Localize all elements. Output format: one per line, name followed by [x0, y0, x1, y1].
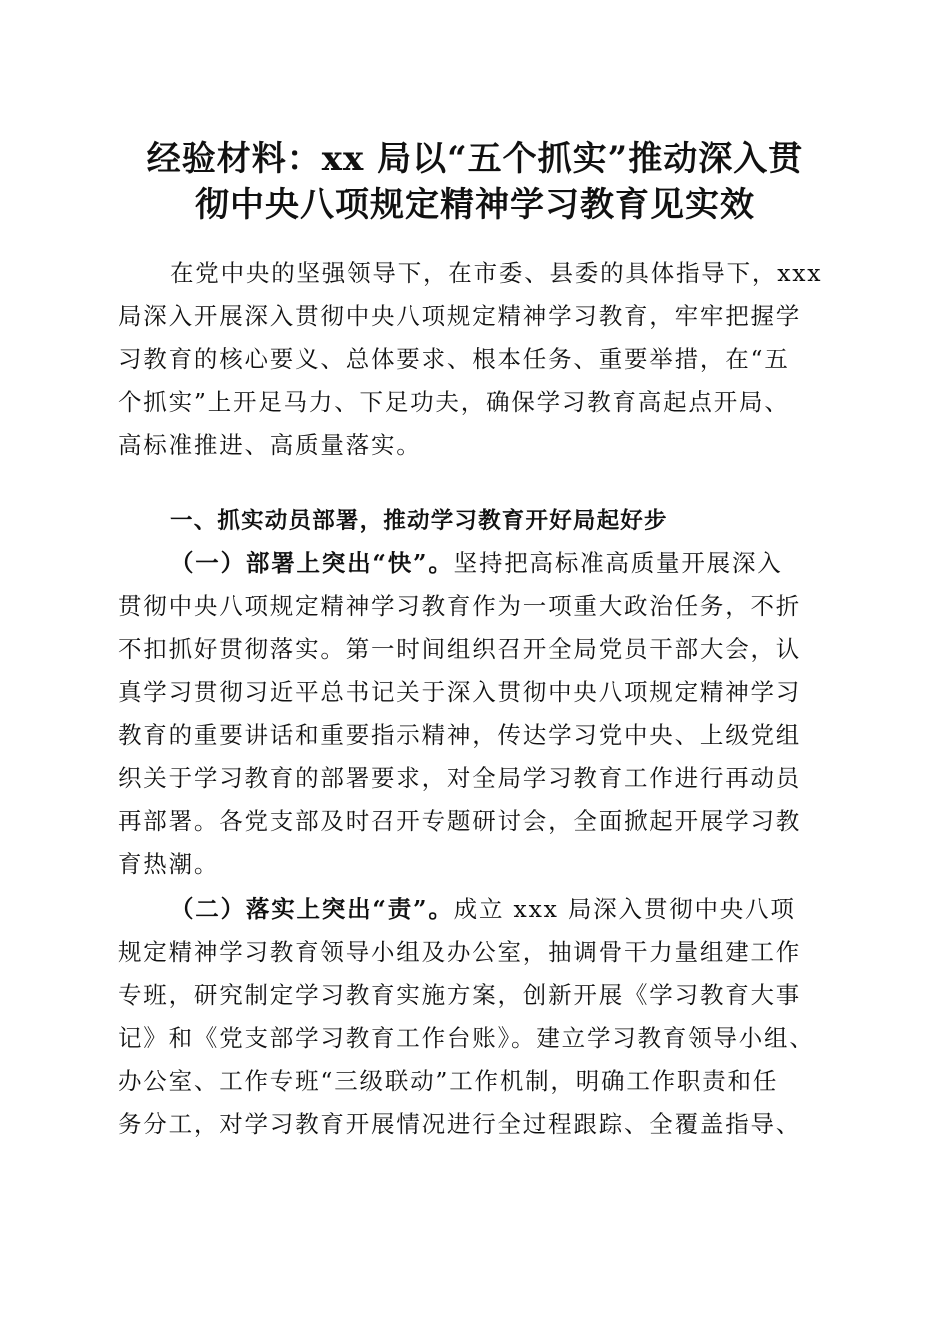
subsection-2-lead: （二）落实上突出“责”。	[170, 895, 454, 923]
paragraph-line: 务分工，对学习教育开展情况进行全过程跟踪、全覆盖指导、	[118, 1110, 802, 1138]
paragraph-line: 个抓实”上开足马力、下足功夫，确保学习教育高起点开局、	[118, 388, 790, 416]
paragraph-line: 教育的重要讲话和重要指示精神，传达学习党中央、上级党组	[118, 721, 802, 749]
paragraph-line: 专班，研究制定学习教育实施方案，创新开展《学习教育大事	[118, 981, 802, 1009]
section-heading-block	[118, 500, 832, 543]
paragraph-line-rest: 坚持把高标准高质量开展深入	[453, 549, 783, 577]
paragraph-first-line	[118, 542, 832, 585]
paragraph-line: 在党中央的坚强领导下，在市委、县委的具体指导下，xxx	[170, 259, 823, 287]
paragraph-line: 规定精神学习教育领导小组及办公室，抽调骨干力量组建工作	[118, 938, 802, 966]
paragraph-line-rest: 成立 xxx 局深入贯彻中央八项	[453, 895, 796, 923]
paragraph-line: 办公室、工作专班“三级联动”工作机制，明确工作职责和任	[118, 1067, 779, 1095]
paragraph-line: 真学习贯彻习近平总书记关于深入贯彻中央八项规定精神学习	[118, 678, 802, 706]
paragraph-line: 贯彻中央八项规定精神学习教育作为一项重大政治任务，不折	[118, 592, 802, 620]
paragraph-first-line	[118, 888, 832, 931]
title-line-1: 经验材料：xx 局以“五个抓实”推动深入贯	[146, 139, 804, 179]
paragraph-line: 局深入开展深入贯彻中央八项规定精神学习教育，牢牢把握学	[118, 302, 802, 330]
paragraph-line: 织关于学习教育的部署要求，对全局学习教育工作进行再动员	[118, 764, 802, 792]
paragraph-line: 不扣抓好贯彻落实。第一时间组织召开全局党员干部大会，认	[118, 635, 802, 663]
subsection-2-paragraph	[118, 888, 832, 1146]
title-line-2: 彻中央八项规定精神学习教育见实效	[195, 185, 755, 225]
subsection-1-lead: （一）部署上突出“快”。	[170, 549, 454, 577]
paragraph-line: 记》和《党支部学习教育工作台账》。建立学习教育领导小组、	[118, 1024, 815, 1052]
paragraph-line: 育热潮。	[118, 850, 220, 878]
paragraph-line: 再部署。各党支部及时召开专题研讨会，全面掀起开展学习教	[118, 807, 802, 835]
paragraph-line: 习教育的核心要义、总体要求、根本任务、重要举措，在“五	[118, 345, 790, 373]
section-heading: 一、抓实动员部署，推动学习教育开好局起好步	[170, 508, 668, 534]
intro-paragraph	[118, 252, 832, 467]
paragraph-line: 高标准推进、高质量落实。	[118, 431, 422, 459]
document-title	[100, 136, 850, 228]
subsection-1-paragraph	[118, 542, 832, 886]
